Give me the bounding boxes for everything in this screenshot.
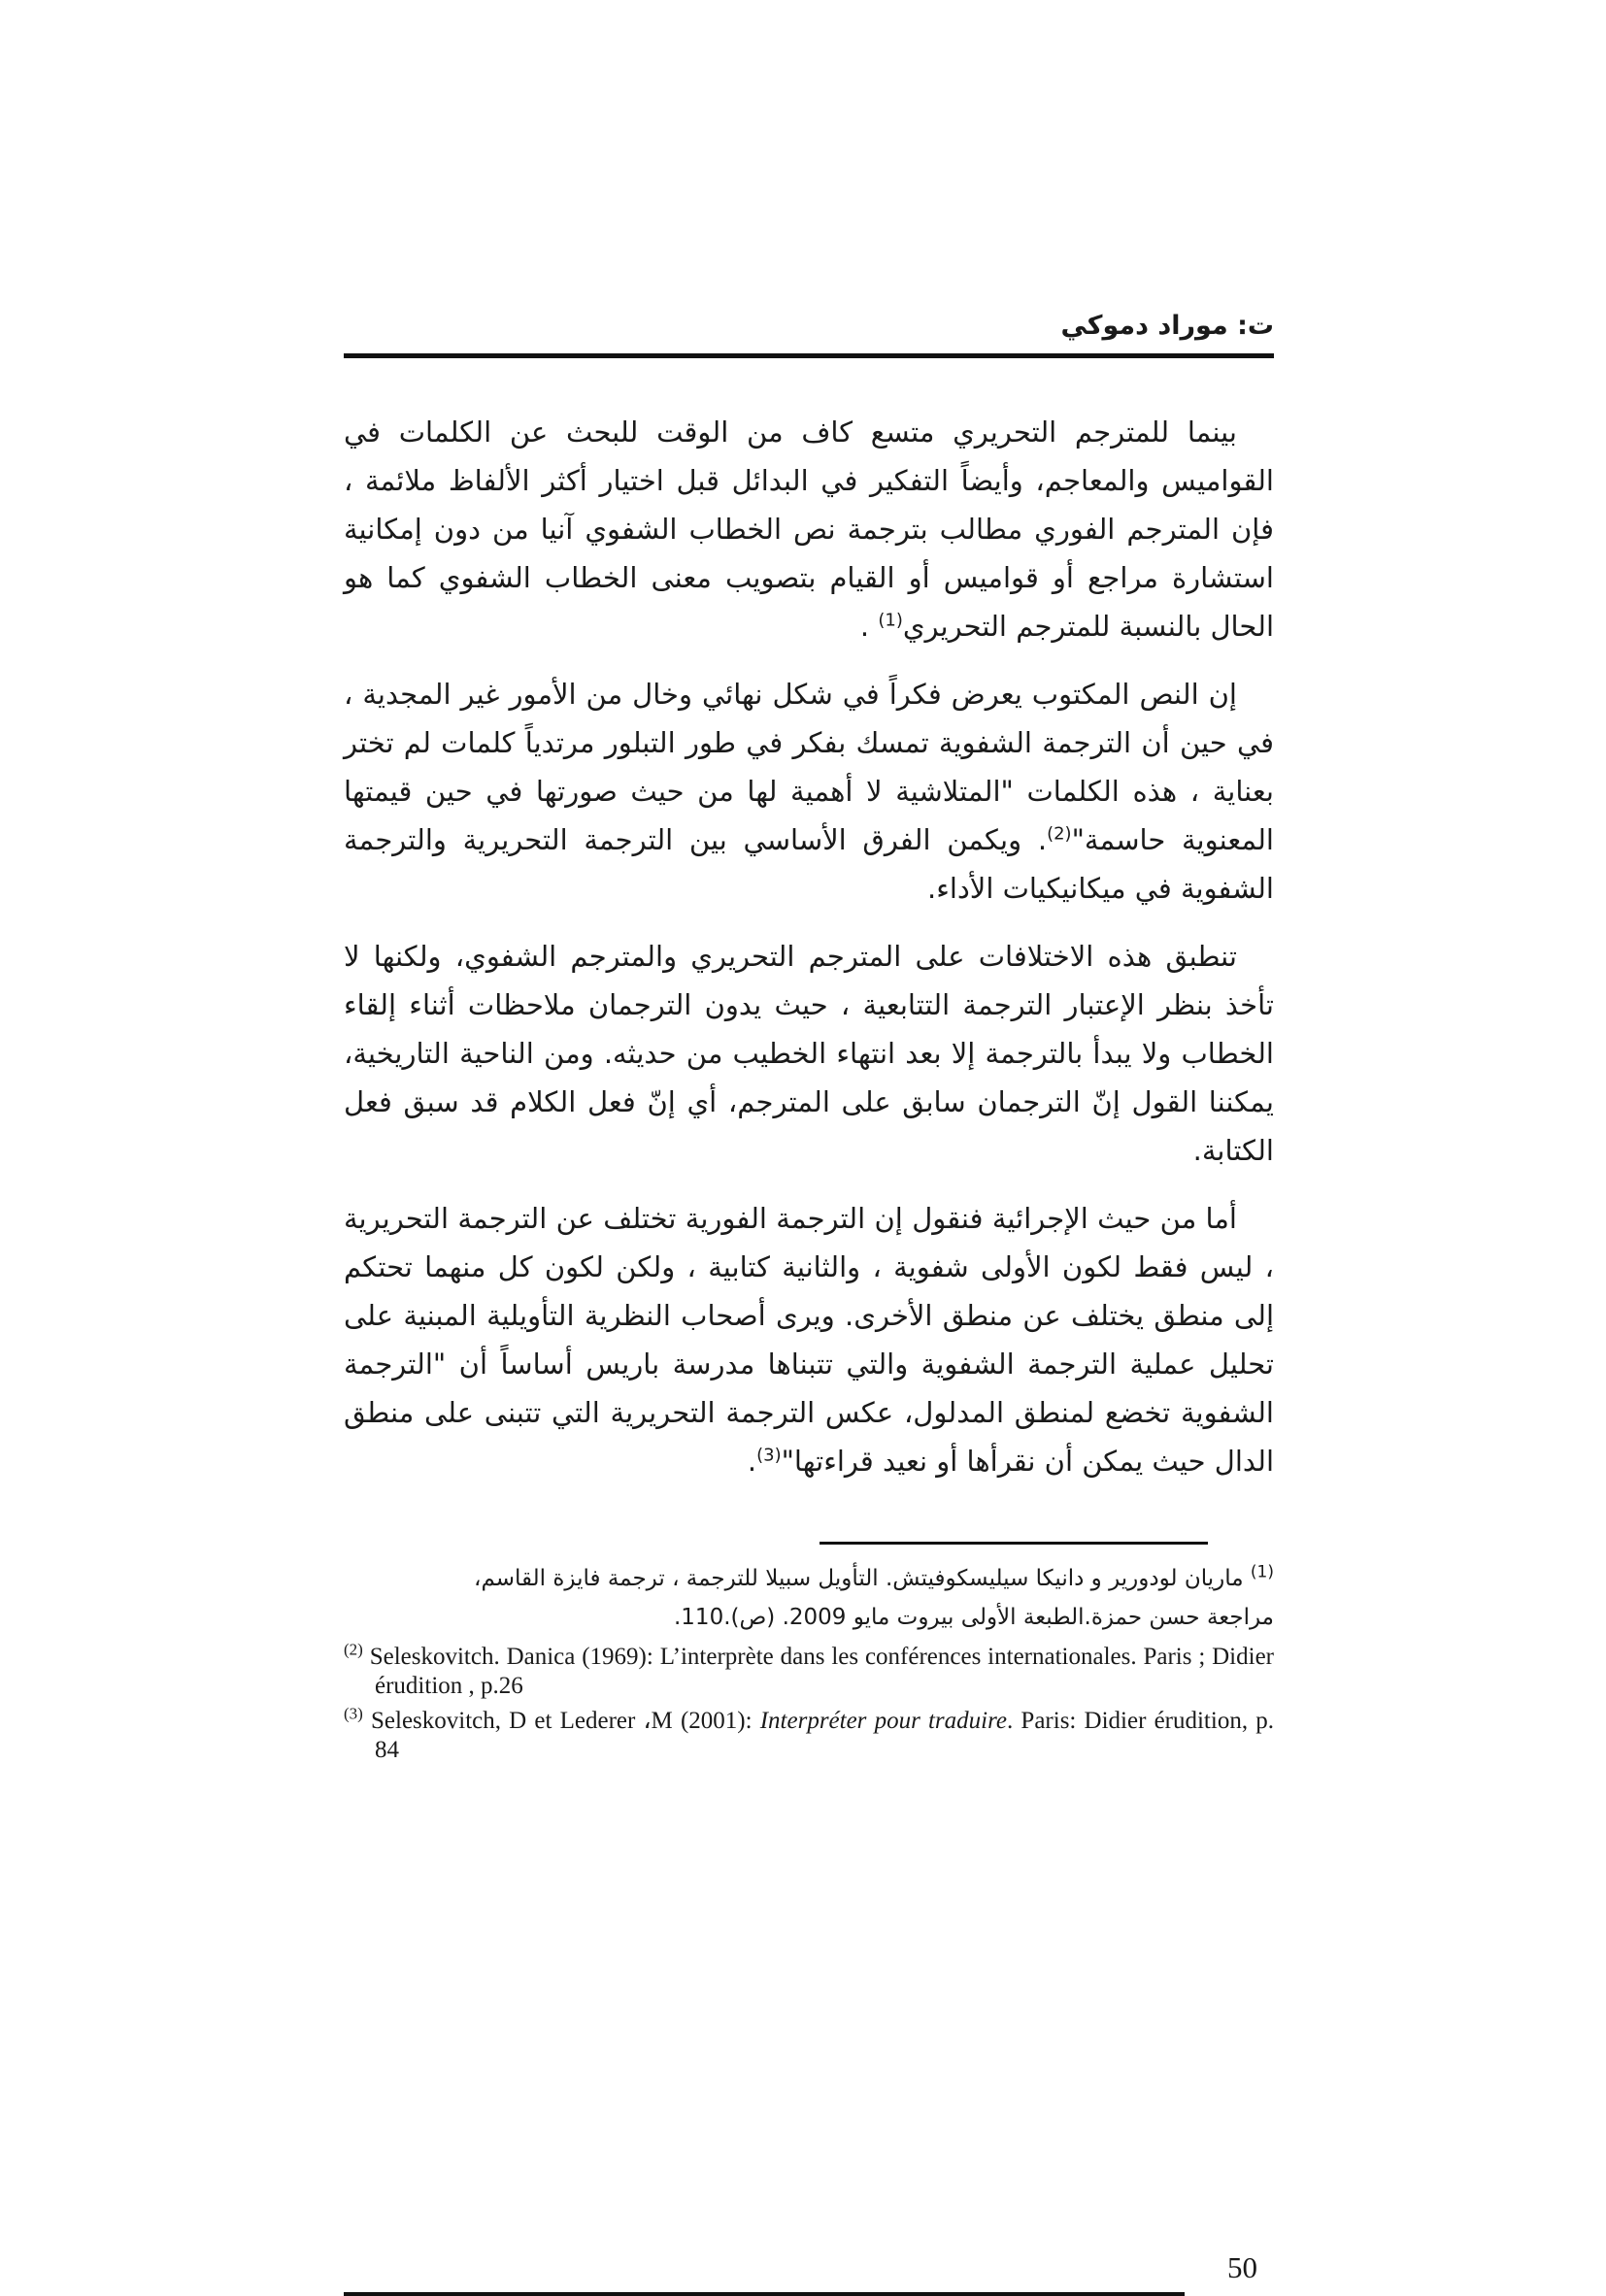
footnote-ref-3: (3) (756, 1445, 782, 1466)
footnote-3-pre: Seleskovitch, D et Lederer ،M (2001): (371, 1708, 760, 1734)
paragraph-1 (344, 408, 1274, 650)
paragraph-2-text: إن النص المكتوب يعرض فكراً في شكل نهائي وخال من الأمور غير المجدية ، في حين أن الترجمة الشفوية تمسك بفكر في طور التبلور مرتدياً كلمات لم تختر بعناية ، هذه الكلمات "المتلاشية لا أهمية لها من حيث صورتها في حين قيمتها المعنوية حاسمة" (344, 678, 1274, 856)
footnote-1-line2: مراجعة حسن حمزة.الطبعة الأولى بيروت مايو 2009. (ص).110. (673, 1605, 1274, 1630)
page-header (344, 309, 1274, 358)
paragraph-2 (344, 670, 1274, 913)
paragraph-1-text: بينما للمترجم التحريري متسع كاف من الوقت للبحث عن الكلمات في القواميس والمعاجم، وأيضاً التفكير في البدائل قبل اختيار أكثر الألفاظ ملائمة ، فإن المترجم الفوري مطالب بترجمة نص الخطاب الشفوي آنيا من دون إمكانية استشارة مراجع أو قواميس أو القيام بتصويب معنى الخطاب الشفوي كما هو الحال بالنسبة للمترجم التحريري (344, 416, 1274, 643)
footnote-3-post: . Paris: Didier érudition, p. 84 (375, 1708, 1274, 1763)
footnote-1-mark: (1) (1250, 1562, 1274, 1582)
paragraph-3 (344, 932, 1274, 1175)
header-title: ت: موراد دموكي (1060, 311, 1274, 341)
paragraph-2-tail: . ويكمن الفرق الأساسي بين الترجمة التحريرية والترجمة الشفوية في ميكانيكيات الأداء. (344, 823, 1274, 905)
page-number: 50 (1227, 2250, 1257, 2284)
footnote-divider (820, 1542, 1208, 1545)
footnote-2-text: Seleskovitch. Danica (1969): L’interprète dans les conférences internationales. Paris ; Didier érudition , p.26 (369, 1644, 1274, 1699)
body-text (344, 408, 1274, 1505)
footnote-ref-2: (2) (1047, 823, 1072, 845)
paragraph-4-tail: . (747, 1445, 757, 1478)
footnote-2-mark: (2) (344, 1640, 363, 1659)
paragraph-3-text: تنطبق هذه الاختلافات على المترجم التحريري والمترجم الشفوي، ولكنها لا تأخذ بنظر الإعتبار الترجمة التتابعية ، حيث يدون الترجمان ملاحظات أثناء إلقاء الخطاب ولا يبدأ بالترجمة إلا بعد انتهاء الخطيب من حديثه. ومن الناحية التاريخية، يمكننا القول إنّ الترجمان سابق على المترجم، أي إنّ فعل الكلام قد سبق فعل الكتابة. (344, 940, 1274, 1167)
paragraph-4-text: أما من حيث الإجرائية فنقول إن الترجمة الفورية تختلف عن الترجمة التحريرية ، ليس فقط لكون الأولى شفوية ، والثانية كتابية ، ولكن لكون كل منهما تحتكم إلى منطق يختلف عن منطق الأخرى. ويرى أصحاب النظرية التأويلية المبنية على تحليل عملية الترجمة الشفوية والتي تتبناها مدرسة باريس أساساً أن "الترجمة الشفوية تخضع لمنطق المدلول، عكس الترجمة التحريرية التي تتبنى على منطق الدال حيث يمكن أن نقرأها أو نعيد قراءتها" (344, 1202, 1274, 1478)
paragraph-1-tail: . (859, 610, 879, 643)
footer-rule (344, 2292, 1185, 2296)
footnote-ref-1: (1) (878, 610, 903, 631)
footnote-2 (344, 1640, 1274, 1701)
footnote-1 (344, 1559, 1274, 1637)
footnote-3 (344, 1704, 1274, 1765)
paragraph-4 (344, 1194, 1274, 1485)
footnotes (344, 1559, 1274, 1771)
footnote-3-mark: (3) (344, 1704, 363, 1723)
footnote-3-title: Interpréter pour traduire (759, 1708, 1007, 1734)
footnote-1-line1: ماريان لودورير و دانيكا سيليسكوفيتش. التأويل سبيلا للترجمة ، ترجمة فايزة القاسم، (474, 1566, 1244, 1591)
